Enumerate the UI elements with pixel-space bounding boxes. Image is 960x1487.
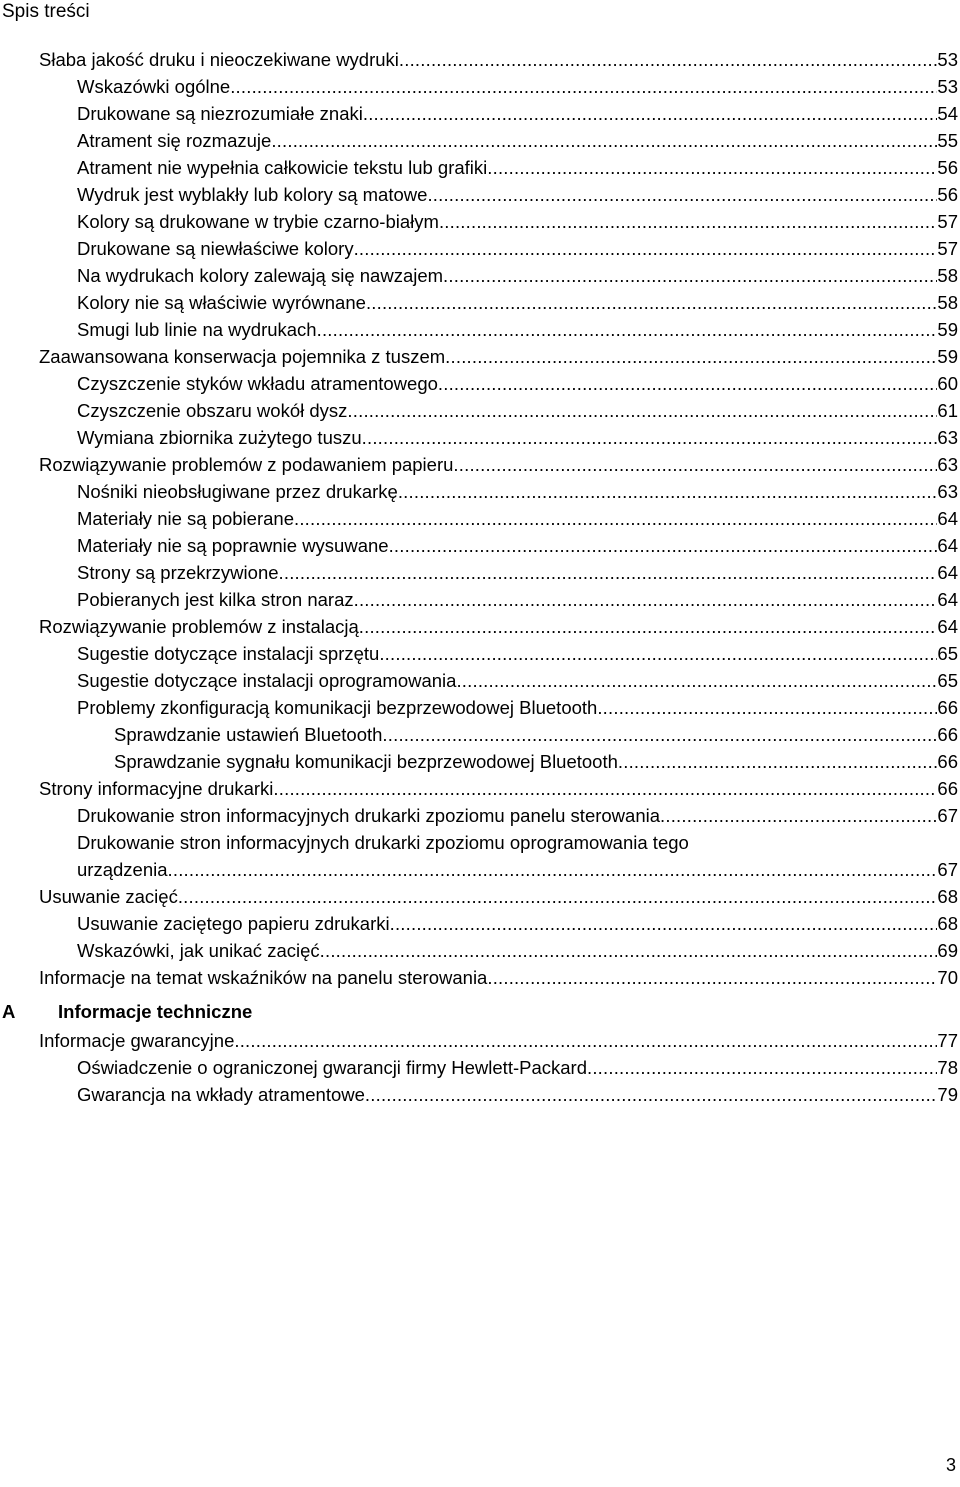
toc-entry-atrament-sie-rozmazuje[interactable]	[0, 127, 960, 154]
toc-entry-row	[77, 532, 958, 559]
toc-entry-page: 60	[937, 373, 958, 394]
table-of-contents	[0, 46, 960, 1108]
toc-entry-title: Sugestie dotyczące instalacji oprogramowania	[77, 670, 457, 691]
toc-entry-kolory-nie-sa-wlasciwie-wyrownane[interactable]	[0, 289, 960, 316]
dot-leader	[399, 46, 938, 73]
toc-entry-wymiana-zbiornika-zuzytego-tuszu[interactable]	[0, 424, 960, 451]
toc-entry-page: 58	[937, 265, 958, 286]
toc-entry-page: 65	[937, 643, 958, 664]
toc-entry-row	[77, 856, 958, 883]
toc-entry-page: 56	[937, 157, 958, 178]
toc-entry-page: 64	[937, 616, 958, 637]
toc-entry-row	[77, 370, 958, 397]
dot-leader	[597, 694, 937, 721]
toc-entry-page: 70	[937, 967, 958, 988]
toc-entry-page: 68	[937, 913, 958, 934]
toc-entry-title: Wymiana zbiornika zużytego tuszu	[77, 427, 362, 448]
toc-entry-row	[77, 559, 958, 586]
toc-entry-usuwanie-zacietego-papieru-zdrukarki[interactable]	[0, 910, 960, 937]
toc-entry-title: Nośniki nieobsługiwane przez drukarkę	[77, 481, 398, 502]
toc-entry-slaba-jakosc-druku-i-nieoczekiwane-wydruki[interactable]	[0, 46, 960, 73]
dot-leader	[398, 478, 938, 505]
toc-entry-page: 78	[937, 1057, 958, 1078]
toc-entry-row	[77, 478, 958, 505]
dot-leader	[363, 100, 938, 127]
toc-entry-row	[77, 181, 958, 208]
toc-entry-row	[39, 964, 958, 991]
toc-entry-title: Wydruk jest wyblakły lub kolory są matowe	[77, 184, 428, 205]
appendix-title: Informacje techniczne	[58, 1001, 253, 1022]
toc-entry-title: Pobieranych jest kilka stron naraz	[77, 589, 354, 610]
toc-entry-title: Strony są przekrzywione	[77, 562, 279, 583]
toc-entry-drukowanie-stron-informacyjnych-drukarki-zpoziom[interactable]	[0, 829, 960, 883]
toc-entry-page: 58	[937, 292, 958, 313]
toc-entry-drukowane-sa-niezrozumiale-znaki[interactable]	[0, 100, 960, 127]
toc-entry-row	[77, 1054, 958, 1081]
toc-entry-title: Sprawdzanie ustawień Bluetooth	[114, 724, 383, 745]
toc-entry-title: Na wydrukach kolory zalewają się nawzajem	[77, 265, 444, 286]
toc-entry-page: 77	[937, 1030, 958, 1051]
toc-entry-page: 53	[937, 49, 958, 70]
toc-entry-page: 57	[937, 211, 958, 232]
toc-entry-row	[77, 505, 958, 532]
toc-entry-row	[39, 46, 958, 73]
toc-entry-title: Usuwanie zaciętego papieru zdrukarki	[77, 913, 390, 934]
toc-entry-page: 56	[937, 184, 958, 205]
toc-entry-title: Wskazówki, jak unikać zacięć	[77, 940, 320, 961]
toc-entry-gwarancja-na-wklady-atramentowe[interactable]	[0, 1081, 960, 1108]
toc-entry-strony-sa-przekrzywione[interactable]	[0, 559, 960, 586]
toc-entry-title: Smugi lub linie na wydrukach	[77, 319, 317, 340]
toc-entry-title: urządzenia	[77, 859, 168, 880]
dot-leader	[390, 910, 938, 937]
toc-entry-materialy-nie-sa-pobierane[interactable]	[0, 505, 960, 532]
toc-entry-title: Materiały nie są poprawnie wysuwane	[77, 535, 389, 556]
toc-entry-czyszczenie-obszaru-wokol-dysz[interactable]	[0, 397, 960, 424]
toc-entry-title: Sprawdzanie sygnału komunikacji bezprzewodowej Bluetooth	[114, 751, 618, 772]
toc-entry-sprawdzanie-sygnalu-komunikacji-bezprzewodowej-b[interactable]	[0, 748, 960, 775]
toc-entry-page: 55	[937, 130, 958, 151]
toc-entry-title: Drukowanie stron informacyjnych drukarki zpoziomu panelu sterowania	[77, 805, 661, 826]
dot-leader	[317, 316, 938, 343]
toc-entry-rozwiazywanie-problemow-z-instalacja[interactable]	[0, 613, 960, 640]
toc-entry-page: 68	[937, 886, 958, 907]
toc-entry-title: Atrament się rozmazuje	[77, 130, 272, 151]
toc-entry-strony-informacyjne-drukarki[interactable]	[0, 775, 960, 802]
dot-leader	[443, 262, 937, 289]
toc-entry-informacje-gwarancyjne[interactable]	[0, 1027, 960, 1054]
toc-entry-page: 63	[937, 427, 958, 448]
appendix-heading	[0, 991, 960, 1027]
dot-leader	[273, 775, 937, 802]
toc-entry-sugestie-dotyczace-instalacji-sprzetu[interactable]	[0, 640, 960, 667]
toc-entry-row	[77, 100, 958, 127]
toc-entry-title: Materiały nie są pobierane	[77, 508, 294, 529]
dot-leader	[365, 1081, 938, 1108]
dot-leader	[438, 370, 938, 397]
toc-entry-title: Oświadczenie o ograniczonej gwarancji firmy Hewlett-Packard	[77, 1057, 587, 1078]
dot-leader	[320, 937, 938, 964]
toc-entry-page: 67	[937, 859, 958, 880]
toc-entry-title: Problemy zkonfiguracją komunikacji bezprzewodowej Bluetooth	[77, 697, 598, 718]
toc-entry-page: 64	[937, 508, 958, 529]
toc-entry-title: Drukowane są niezrozumiałe znaki	[77, 103, 363, 124]
toc-entry-page: 59	[937, 346, 958, 367]
toc-entry-title: Słaba jakość druku i nieoczekiwane wydruki	[39, 49, 399, 70]
toc-entry-row	[39, 613, 958, 640]
toc-entry-title: Atrament nie wypełnia całkowicie tekstu lub grafiki	[77, 157, 488, 178]
toc-entry-row	[77, 667, 958, 694]
toc-entry-sugestie-dotyczace-instalacji-oprogramowania[interactable]	[0, 667, 960, 694]
toc-entry-title: Wskazówki ogólne	[77, 76, 231, 97]
dot-leader	[487, 964, 937, 991]
page-number: 3	[945, 1455, 956, 1475]
page-header-title: Spis treści	[2, 1, 90, 22]
toc-entry-kolory-sa-drukowane-w-trybie-czarno-bialym[interactable]	[0, 208, 960, 235]
toc-entry-row	[39, 451, 958, 478]
dot-leader	[366, 289, 937, 316]
toc-entry-title: Drukowane są niewłaściwe kolory	[77, 238, 354, 259]
toc-entry-page: 59	[937, 319, 958, 340]
dot-leader	[389, 532, 938, 559]
toc-entry-title: Czyszczenie obszaru wokół dysz	[77, 400, 348, 421]
dot-leader	[359, 613, 938, 640]
toc-entry-page: 79	[937, 1084, 958, 1105]
toc-entry-row	[77, 910, 958, 937]
dot-leader	[456, 667, 937, 694]
dot-leader	[453, 451, 937, 478]
dot-leader	[279, 559, 938, 586]
toc-entry-page: 53	[937, 76, 958, 97]
toc-entry-page: 66	[937, 751, 958, 772]
dot-leader	[234, 1027, 937, 1054]
toc-entry-row	[77, 397, 958, 424]
toc-entry-title: Sugestie dotyczące instalacji sprzętu	[77, 643, 380, 664]
toc-entry-row	[114, 721, 958, 748]
toc-entry-page: 64	[937, 535, 958, 556]
toc-entry-title: Zaawansowana konserwacja pojemnika z tuszem	[39, 346, 446, 367]
toc-entry-materialy-nie-sa-poprawnie-wysuwane[interactable]	[0, 532, 960, 559]
dot-leader	[230, 73, 937, 100]
toc-entry-title: Rozwiązywanie problemów z podawaniem papieru	[39, 454, 454, 475]
toc-entry-row	[77, 640, 958, 667]
dot-leader	[660, 802, 937, 829]
toc-entry-row	[39, 1027, 958, 1054]
toc-entry-title: Usuwanie zacięć	[39, 886, 178, 907]
toc-entry-row	[77, 73, 958, 100]
dot-leader	[427, 181, 937, 208]
toc-entry-pobieranych-jest-kilka-stron-naraz[interactable]	[0, 586, 960, 613]
toc-entry-page: 66	[937, 724, 958, 745]
toc-entry-row	[114, 748, 958, 775]
toc-entry-page: 61	[937, 400, 958, 421]
toc-entry-atrament-nie-wypelnia-calkowicie-tekstu-lub-graf[interactable]	[0, 154, 960, 181]
toc-entry-title: Informacje gwarancyjne	[39, 1030, 235, 1051]
toc-entry-page: 65	[937, 670, 958, 691]
toc-entry-page: 66	[937, 778, 958, 799]
toc-entry-row	[77, 694, 958, 721]
toc-entry-row	[77, 208, 958, 235]
toc-entry-row	[39, 343, 958, 370]
toc-entry-row	[39, 883, 958, 910]
appendix-letter: A	[2, 1001, 16, 1022]
toc-entry-page: 64	[937, 589, 958, 610]
toc-entry-drukowane-sa-niewlasciwe-kolory[interactable]	[0, 235, 960, 262]
toc-entry-row	[77, 586, 958, 613]
toc-entry-row	[39, 775, 958, 802]
toc-entry-page: 66	[937, 697, 958, 718]
toc-entry-page: 63	[937, 481, 958, 502]
toc-entry-page: 64	[937, 562, 958, 583]
dot-leader	[178, 883, 938, 910]
toc-entry-page: 67	[937, 805, 958, 826]
dot-leader	[354, 586, 938, 613]
toc-entry-smugi-lub-linie-na-wydrukach[interactable]	[0, 316, 960, 343]
toc-entry-na-wydrukach-kolory-zalewaja-sie-nawzajem[interactable]	[0, 262, 960, 289]
toc-entry-row	[77, 937, 958, 964]
toc-entry-row	[77, 1081, 958, 1108]
dot-leader	[445, 343, 937, 370]
dot-leader	[168, 856, 938, 883]
dot-leader	[354, 235, 938, 262]
toc-entry-problemy-zkonfiguracja-komunikacji-bezprzewodowe[interactable]	[0, 694, 960, 721]
toc-entry-page: 69	[937, 940, 958, 961]
toc-entry-page: 63	[937, 454, 958, 475]
dot-leader	[379, 640, 937, 667]
toc-entry-row	[77, 316, 958, 343]
toc-entry-title: Rozwiązywanie problemów z instalacją	[39, 616, 359, 637]
toc-entry-row	[77, 127, 958, 154]
toc-entry-title: Gwarancja na wkłady atramentowe	[77, 1084, 365, 1105]
dot-leader	[347, 397, 937, 424]
toc-entry-row	[77, 262, 958, 289]
dot-leader	[439, 208, 937, 235]
toc-entry-zaawansowana-konserwacja-pojemnika-z-tuszem[interactable]	[0, 343, 960, 370]
toc-entry-row	[77, 154, 958, 181]
toc-entry-czyszczenie-stykow-wkladu-atramentowego[interactable]	[0, 370, 960, 397]
toc-entry-title: Strony informacyjne drukarki	[39, 778, 274, 799]
dot-leader	[362, 424, 938, 451]
toc-entry-nosniki-nieobslugiwane-przez-drukarke[interactable]	[0, 478, 960, 505]
toc-entry-row	[77, 424, 958, 451]
toc-entry-page: 57	[937, 238, 958, 259]
dot-leader	[487, 154, 937, 181]
toc-entry-row	[77, 235, 958, 262]
toc-entry-informacje-na-temat-wskaznikow-na-panelu-sterowa[interactable]	[0, 964, 960, 991]
dot-leader	[271, 127, 937, 154]
dot-leader	[382, 721, 937, 748]
toc-entry-row	[77, 802, 958, 829]
toc-entry-usuwanie-zaciec[interactable]	[0, 883, 960, 910]
dot-leader	[587, 1054, 937, 1081]
toc-entry-drukowanie-stron-informacyjnych-drukarki-zpoziom[interactable]	[0, 802, 960, 829]
dot-leader	[294, 505, 937, 532]
toc-entry-title: Czyszczenie styków wkładu atramentowego	[77, 373, 438, 394]
toc-entry-title-line1: Drukowanie stron informacyjnych drukarki zpoziomu oprogramowania tego	[77, 832, 689, 853]
toc-entry-row	[77, 289, 958, 316]
toc-entry-title: Informacje na temat wskaźników na panelu sterowania	[39, 967, 488, 988]
toc-entry-sprawdzanie-ustawien-bluetooth[interactable]	[0, 721, 960, 748]
toc-entry-wskazowki-ogolne[interactable]	[0, 73, 960, 100]
toc-entry-title: Kolory nie są właściwie wyrównane	[77, 292, 366, 313]
toc-entry-oswiadczenie-o-ograniczonej-gwarancji-firmy-hewl[interactable]	[0, 1054, 960, 1081]
toc-entry-wskazowki-jak-unikac-zaciec[interactable]	[0, 937, 960, 964]
toc-entry-page: 54	[937, 103, 958, 124]
toc-entry-wydruk-jest-wyblakly-lub-kolory-sa-matowe[interactable]	[0, 181, 960, 208]
toc-entry-rozwiazywanie-problemow-z-podawaniem-papieru[interactable]	[0, 451, 960, 478]
dot-leader	[618, 748, 938, 775]
toc-entry-title: Kolory są drukowane w trybie czarno-białym	[77, 211, 439, 232]
